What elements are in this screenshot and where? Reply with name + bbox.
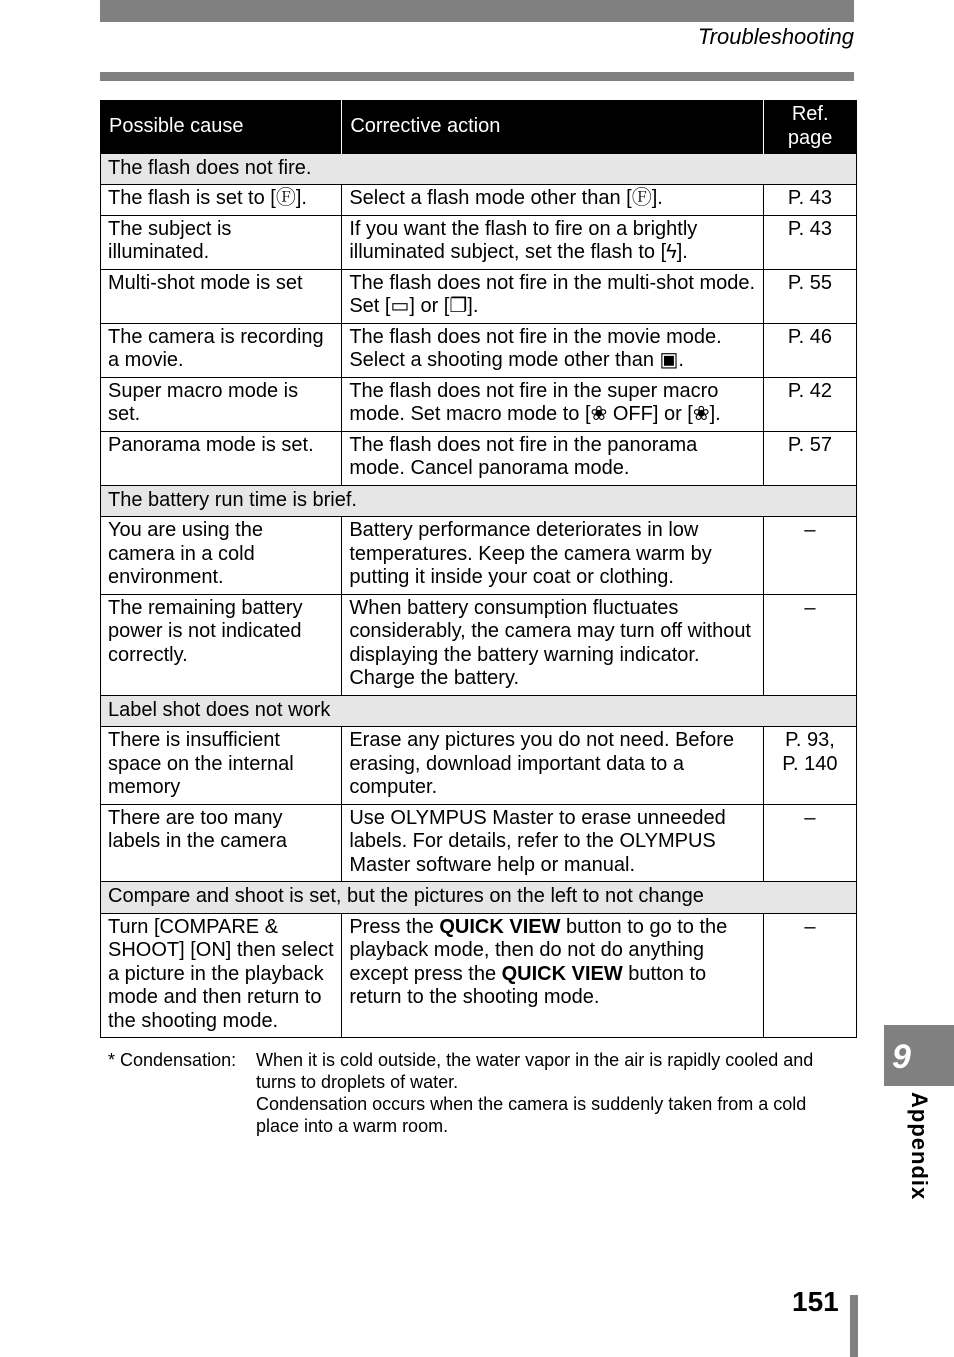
table-row (101, 431, 857, 485)
header-top-bar (100, 0, 854, 22)
ref-cell: P. 43 (763, 215, 856, 269)
cause-cell: The flash is set to [Ⓕ]. (101, 185, 342, 216)
ref-cell (763, 727, 856, 805)
chapter-label: Appendix (907, 1092, 932, 1201)
cause-cell: There is insufficient space on the internal memory (101, 727, 342, 805)
page-number: 151 (792, 1286, 839, 1317)
section-title: Label shot does not work (101, 695, 857, 727)
cause-cell: Multi-shot mode is set (101, 269, 342, 323)
section-row (101, 485, 857, 517)
table-row (101, 517, 857, 595)
footnote-line: When it is cold outside, the water vapor in the air is rapidly cooled and turns to droplets of water. (256, 1050, 814, 1092)
table-row (101, 185, 857, 216)
action-cell: When battery consumption fluctuates considerably, the camera may turn off without displaying the battery warning indicator. Charge the battery. (342, 594, 764, 695)
cause-cell: The subject is illuminated. (101, 215, 342, 269)
table-row (101, 269, 857, 323)
action-cell: Erase any pictures you do not need. Before erasing, download important data to a computer. (342, 727, 764, 805)
footnote-body (256, 1049, 848, 1137)
ref-cell-text: P. 93, P. 140 (782, 729, 838, 775)
table-row (101, 804, 857, 882)
troubleshooting-table (100, 100, 857, 1038)
table-row (101, 913, 857, 1038)
section-row (101, 882, 857, 914)
cause-cell: Panorama mode is set. (101, 431, 342, 485)
section-row (101, 153, 857, 185)
ref-cell: P. 46 (763, 323, 856, 377)
action-text: button to return to the shooting mode. (349, 962, 707, 1008)
table-row (101, 323, 857, 377)
ref-cell: P. 57 (763, 431, 856, 485)
section-title: The flash does not fire. (101, 153, 857, 185)
action-cell: Battery performance deteriorates in low temperatures. Keep the camera warm by putting it inside your coat or clothing. (342, 517, 764, 595)
ref-cell: – (763, 913, 856, 1038)
footnote-line: Condensation occurs when the camera is suddenly taken from a cold place into a warm room. (256, 1094, 807, 1136)
ref-cell: – (763, 804, 856, 882)
quick-view-key-label: QUICK VIEW (501, 962, 623, 985)
page-number-bar (850, 1295, 858, 1357)
page-header-title: Troubleshooting (697, 24, 854, 49)
header-rule (100, 72, 854, 81)
action-cell: Use OLYMPUS Master to erase unneeded labels. For details, refer to the OLYMPUS Master software help or manual. (342, 804, 764, 882)
column-header-ref-text: Ref. page (787, 103, 833, 149)
column-header-action: Corrective action (342, 100, 764, 153)
ref-cell: – (763, 517, 856, 595)
table-row (101, 377, 857, 431)
ref-cell: P. 42 (763, 377, 856, 431)
cause-cell: The camera is recording a movie. (101, 323, 342, 377)
footnote-label: * Condensation: (108, 1050, 237, 1070)
action-cell: The flash does not fire in the movie mode. Select a shooting mode other than ▣. (342, 323, 764, 377)
action-cell: The flash does not fire in the multi-shot mode. Set [▭] or [❐]. (342, 269, 764, 323)
action-cell: The flash does not fire in the panorama mode. Cancel panorama mode. (342, 431, 764, 485)
quick-view-key-label: QUICK VIEW (439, 915, 561, 938)
ref-cell: P. 55 (763, 269, 856, 323)
action-text: button to go to the playback mode, then do not do anything except press the (349, 915, 728, 985)
table-row (101, 215, 857, 269)
column-header-ref (763, 100, 856, 153)
table-row (101, 594, 857, 695)
section-title: The battery run time is brief. (101, 485, 857, 517)
ref-cell: P. 43 (763, 185, 856, 216)
section-row (101, 695, 857, 727)
cause-cell: You are using the camera in a cold environment. (101, 517, 342, 595)
cause-cell: Turn [COMPARE & SHOOT] [ON] then select a picture in the playback mode and then return to the shooting mode. (101, 913, 342, 1038)
action-text: Press the (349, 915, 440, 938)
ref-cell: – (763, 594, 856, 695)
action-cell (342, 913, 764, 1038)
action-cell: Select a flash mode other than [Ⓕ]. (342, 185, 764, 216)
cause-cell: Super macro mode is set. (101, 377, 342, 431)
action-cell: The flash does not fire in the super macro mode. Set macro mode to [❀ OFF] or [❀]. (342, 377, 764, 431)
action-cell: If you want the flash to fire on a brightly illuminated subject, set the flash to [ϟ]. (342, 215, 764, 269)
table-header-row (101, 100, 857, 153)
cause-cell: There are too many labels in the camera (101, 804, 342, 882)
section-title: Compare and shoot is set, but the pictures on the left to not change (101, 882, 857, 914)
cause-cell: The remaining battery power is not indicated correctly. (101, 594, 342, 695)
table-row (101, 727, 857, 805)
column-header-cause: Possible cause (101, 100, 342, 153)
chapter-number: 9 (892, 1038, 911, 1076)
